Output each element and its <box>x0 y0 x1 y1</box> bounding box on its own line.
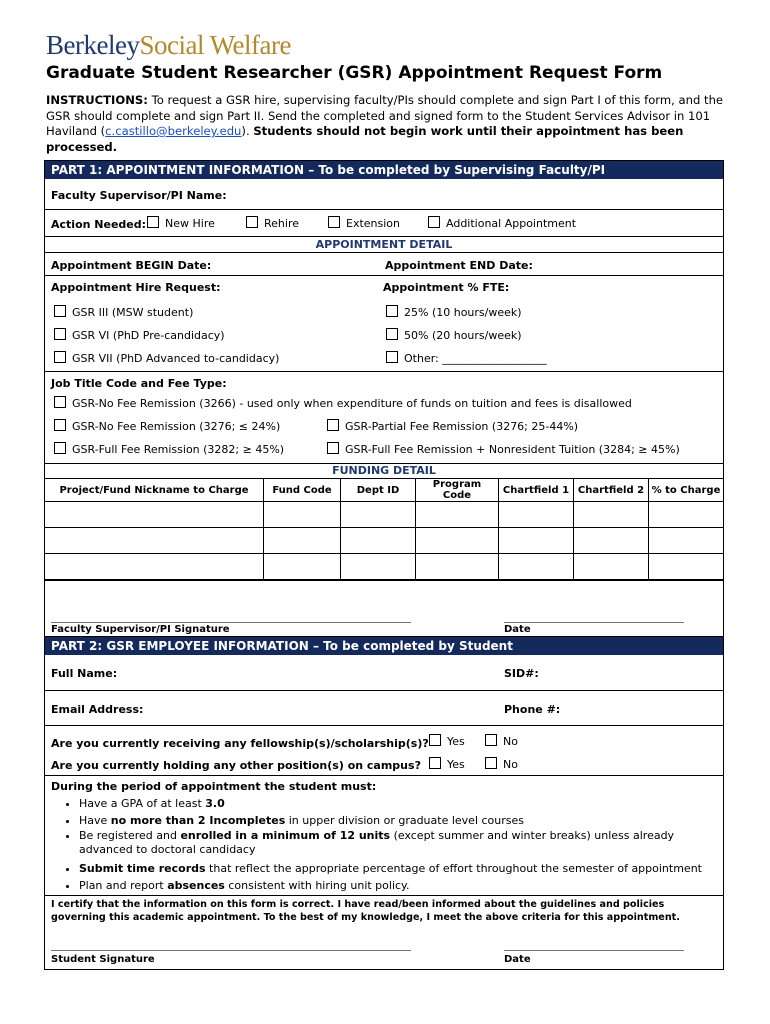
date-line <box>504 622 684 623</box>
action-rehire[interactable]: Rehire <box>246 216 299 230</box>
funding-table <box>45 479 723 580</box>
fee-3284[interactable]: GSR-Full Fee Remission + Nonresident Tuition (3284; ≥ 45%) <box>327 442 680 456</box>
checkbox[interactable] <box>386 328 398 340</box>
position-question: Are you currently holding any other position(s) on campus? <box>51 759 421 772</box>
checkbox[interactable] <box>328 216 340 228</box>
cell[interactable] <box>649 554 724 580</box>
action-new-hire[interactable]: New Hire <box>147 216 215 230</box>
date-line <box>504 950 684 951</box>
list-item: • Plan and report absences consistent with hiring unit policy. <box>79 877 717 894</box>
cell[interactable] <box>341 502 416 528</box>
student-signature-label: Student Signature <box>51 954 155 965</box>
job-title-label: Job Title Code and Fee Type: <box>51 377 227 390</box>
fte-25[interactable]: 25% (10 hours/week) <box>386 305 522 319</box>
col-program-code: Program Code <box>416 479 499 502</box>
list-item: • Have no more than 2 Incompletes in upper division or graduate level courses <box>79 812 717 829</box>
email-label: Email Address: <box>51 703 144 716</box>
questions-row <box>45 725 723 775</box>
fee-3276-partial[interactable]: GSR-Partial Fee Remission (3276; 25-44%) <box>327 419 578 433</box>
contact-row[interactable] <box>45 690 723 725</box>
requirements-section <box>45 775 723 895</box>
checkbox[interactable] <box>429 757 441 769</box>
end-date-label: Appointment END Date: <box>385 259 533 272</box>
cell[interactable] <box>264 554 341 580</box>
part2-header: PART 2: GSR EMPLOYEE INFORMATION – To be completed by Student <box>45 636 723 655</box>
appointment-dates-row[interactable] <box>45 252 723 275</box>
student-date-label: Date <box>504 954 531 965</box>
funding-header-row <box>45 479 723 502</box>
signature-line <box>51 950 411 951</box>
col-chartfield-2: Chartfield 2 <box>574 479 649 502</box>
cell[interactable] <box>416 502 499 528</box>
fellowship-no[interactable]: No <box>485 734 518 748</box>
checkbox[interactable] <box>327 442 339 454</box>
checkbox[interactable] <box>54 396 66 408</box>
period-label: During the period of appointment the student must: <box>51 780 377 793</box>
requirements-list <box>51 795 717 894</box>
certification-text: I certify that the information on this form is correct. I have read/been informed about the guidelines and policies governing this academic appointment. To the best of my knowledge, I meet the above criteria for this appointment. <box>51 899 680 923</box>
fte-other[interactable]: Other: ___________________ <box>386 351 547 365</box>
cell[interactable] <box>499 502 574 528</box>
hire-request-label: Appointment Hire Request: <box>51 281 221 294</box>
cell[interactable] <box>264 528 341 554</box>
name-row[interactable] <box>45 655 723 690</box>
action-needed-label: Action Needed: <box>51 218 147 231</box>
checkbox[interactable] <box>246 216 258 228</box>
checkbox[interactable] <box>386 305 398 317</box>
fellowship-question: Are you currently receiving any fellowship(s)/scholarship(s)? <box>51 737 429 750</box>
checkbox[interactable] <box>54 419 66 431</box>
list-item: • Be registered and enrolled in a minimum of 12 units (except summer and winter breaks) unless already advanced to doctoral candidacy <box>79 829 717 857</box>
funding-detail-heading: FUNDING DETAIL <box>45 463 723 478</box>
col-percent: % to Charge <box>649 479 724 502</box>
cell[interactable] <box>341 554 416 580</box>
checkbox[interactable] <box>386 351 398 363</box>
col-project: Project/Fund Nickname to Charge <box>45 479 264 502</box>
advisor-email-link[interactable]: c.castillo@berkeley.edu <box>105 124 242 138</box>
fee-3276-none[interactable]: GSR-No Fee Remission (3276; ≤ 24%) <box>54 419 280 433</box>
supervisor-name-label: Faculty Supervisor/PI Name: <box>51 189 227 202</box>
action-needed-row <box>45 209 723 236</box>
cell[interactable] <box>499 554 574 580</box>
cell[interactable] <box>264 502 341 528</box>
cell[interactable] <box>341 528 416 554</box>
position-no[interactable]: No <box>485 757 518 771</box>
checkbox[interactable] <box>54 351 66 363</box>
checkbox[interactable] <box>54 442 66 454</box>
list-item: • Submit time records that reflect the appropriate percentage of effort throughout the semester of appointment <box>79 860 717 877</box>
cell[interactable] <box>574 502 649 528</box>
cell[interactable] <box>45 554 264 580</box>
checkbox[interactable] <box>147 216 159 228</box>
position-yes[interactable]: Yes <box>429 757 465 771</box>
col-fund-code: Fund Code <box>264 479 341 502</box>
begin-date-label: Appointment BEGIN Date: <box>51 259 212 272</box>
part1-header: PART 1: APPOINTMENT INFORMATION – To be completed by Supervising Faculty/PI <box>45 161 723 179</box>
hire-gsr-iii[interactable]: GSR III (MSW student) <box>54 305 193 319</box>
funding-row <box>45 554 723 580</box>
funding-row <box>45 528 723 554</box>
certification-section[interactable] <box>45 895 723 969</box>
cell[interactable] <box>649 502 724 528</box>
fellowship-yes[interactable]: Yes <box>429 734 465 748</box>
cell[interactable] <box>416 528 499 554</box>
form <box>44 160 724 970</box>
hire-request-row <box>45 275 723 371</box>
action-extension[interactable]: Extension <box>328 216 400 230</box>
checkbox[interactable] <box>485 757 497 769</box>
cell[interactable] <box>45 502 264 528</box>
job-title-row <box>45 371 723 463</box>
supervisor-name-row[interactable] <box>45 179 723 209</box>
supervisor-date-label: Date <box>504 624 531 635</box>
fte-50[interactable]: 50% (20 hours/week) <box>386 328 522 342</box>
cell[interactable] <box>416 554 499 580</box>
funding-row <box>45 502 723 528</box>
cell[interactable] <box>574 528 649 554</box>
appointment-detail-heading: APPOINTMENT DETAIL <box>45 236 723 252</box>
fee-3266[interactable]: GSR-No Fee Remission (3266) - used only when expenditure of funds on tuition and fees is disallowed <box>54 396 632 410</box>
checkbox[interactable] <box>485 734 497 746</box>
fee-3282[interactable]: GSR-Full Fee Remission (3282; ≥ 45%) <box>54 442 284 456</box>
instructions: INSTRUCTIONS: To request a GSR hire, supervising faculty/PIs should complete and sign Part I of this form, and the GSR should complete and sign Part II. Send the completed and signed form to the Student Services Advisor in 101 Haviland (c.castillo@berkeley.edu). Students should not begin work until their appointment has been processed. <box>46 93 724 154</box>
sid-label: SID#: <box>504 667 539 680</box>
col-dept-id: Dept ID <box>341 479 416 502</box>
hire-gsr-vii[interactable]: GSR VII (PhD Advanced to-candidacy) <box>54 351 279 365</box>
funding-table-wrap <box>45 478 723 580</box>
full-name-label: Full Name: <box>51 667 118 680</box>
hire-gsr-vi[interactable]: GSR VI (PhD Pre-candidacy) <box>54 328 225 342</box>
action-additional-appointment[interactable]: Additional Appointment <box>428 216 576 230</box>
cell[interactable] <box>649 528 724 554</box>
cell[interactable] <box>45 528 264 554</box>
supervisor-signature-row[interactable] <box>45 580 723 636</box>
fte-label: Appointment % FTE: <box>383 281 510 294</box>
supervisor-signature-label: Faculty Supervisor/PI Signature <box>51 624 230 635</box>
signature-line <box>51 622 411 623</box>
checkbox[interactable] <box>327 419 339 431</box>
col-chartfield-1: Chartfield 1 <box>499 479 574 502</box>
checkbox[interactable] <box>429 734 441 746</box>
checkbox[interactable] <box>54 305 66 317</box>
phone-label: Phone #: <box>504 703 561 716</box>
berkeley-social-welfare-logo: BerkeleySocial Welfare <box>46 30 291 60</box>
list-item: • Have a GPA of at least 3.0 <box>79 795 717 812</box>
checkbox[interactable] <box>54 328 66 340</box>
checkbox[interactable] <box>428 216 440 228</box>
cell[interactable] <box>499 528 574 554</box>
cell[interactable] <box>574 554 649 580</box>
page-title: Graduate Student Researcher (GSR) Appointment Request Form <box>46 63 663 83</box>
